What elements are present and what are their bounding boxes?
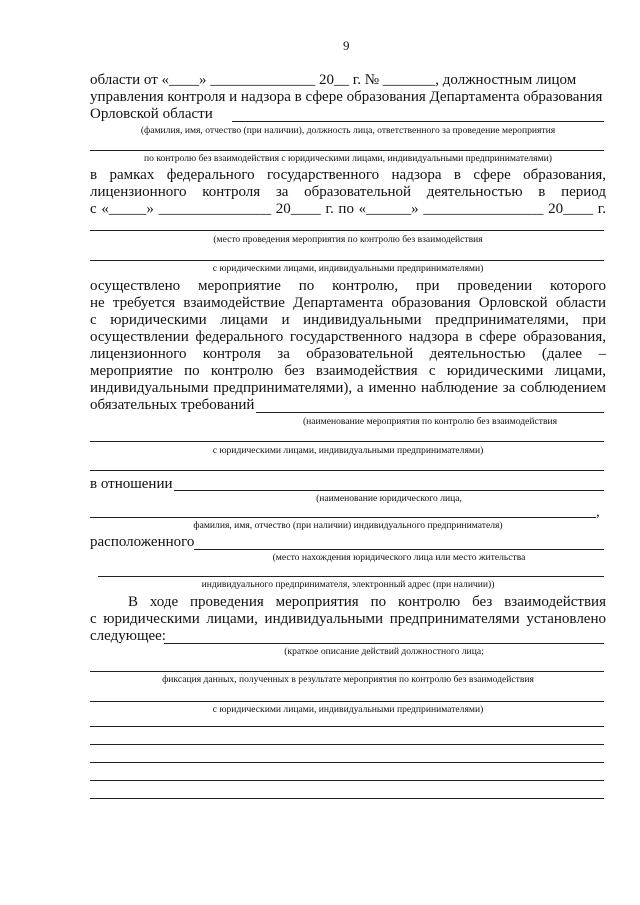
text-line-observation: индивидуальными предпринимателями), а именно наблюдение за соблюдением	[90, 380, 606, 396]
caption-official-name: (фамилия, имя, отчество (при наличии), должность лица, ответственного за проведение мероприятия	[140, 125, 556, 136]
caption-actions: (краткое описание действий должностного лица;	[284, 646, 484, 657]
blank-line-3	[90, 762, 604, 763]
blank-line-location	[194, 549, 604, 550]
text-segment: области от «____» ______________ 20__ г. № _______, должностным лицом	[90, 72, 577, 88]
blank-line-entrepreneur	[90, 517, 596, 518]
text-line-measure: мероприятие по контролю без взаимодействия с юридическими лицами,	[90, 363, 606, 379]
text-line-date-number	[90, 72, 606, 89]
text-line-federal: осуществлении федерального государственного надзора в сфере образования,	[90, 329, 606, 345]
caption-location-cont: индивидуального предпринимателя, электронный адрес (при наличии))	[201, 579, 495, 590]
blank-line-place	[90, 230, 604, 231]
comma: ,	[596, 504, 600, 520]
blank-line-1	[90, 726, 604, 727]
blank-line-measure-name	[256, 412, 604, 413]
blank-line-official-2	[90, 150, 604, 151]
text-line-carried-out: осуществлено мероприятие по контролю, при проведении которого	[90, 278, 606, 294]
caption-measure-name: (наименование мероприятия по контролю без взаимодействия	[302, 416, 558, 427]
text-line-requirements: обязательных требований	[90, 397, 255, 413]
text-line-located: расположенного	[90, 534, 195, 550]
blank-line-location-2	[98, 576, 604, 577]
caption-data: фиксация данных, полученных в результате мероприятия по контролю без взаимодействия	[162, 674, 534, 685]
caption-place: (место проведения мероприятия по контролю без взаимодействия	[213, 234, 483, 245]
caption-legal-entity: (наименование юридического лица,	[316, 493, 462, 504]
caption-data-cont: с юридическими лицами, индивидуальными предпринимателями)	[212, 704, 484, 715]
blank-line-place-2	[90, 260, 604, 261]
blank-line-official	[232, 121, 604, 122]
blank-line-data-2	[90, 701, 604, 702]
text-line-department: управления контроля и надзора в сфере образования Департамента образования	[90, 89, 603, 105]
text-line-interaction: не требуется взаимодействие Департамента образования Орловской области	[90, 295, 606, 311]
blank-line-measure-name-2	[90, 441, 604, 442]
text-line-licensing: лицензионного контроля за образовательной деятельностью в период	[90, 184, 606, 200]
text-line-licensing-2: лицензионного контроля за образовательной деятельностью (далее –	[90, 346, 606, 362]
text-line-period: с «_____» _______________ 20____ г. по «______» ________________ 20____ г.	[90, 201, 606, 217]
text-line-region: Орловской области	[90, 106, 213, 122]
blank-line-actions	[164, 643, 604, 644]
text-line-regarding: в отношении	[90, 476, 173, 492]
page-number: 9	[343, 38, 350, 53]
text-line-supervision: в рамках федерального государственного надзора в сфере образования,	[90, 167, 606, 183]
caption-place-cont: с юридическими лицами, индивидуальными предпринимателями)	[212, 263, 484, 274]
caption-entrepreneur: фамилия, имя, отчество (при наличии) индивидуального предпринимателя)	[193, 520, 503, 531]
blank-line-data	[90, 671, 604, 672]
text-line-following: следующее:	[90, 628, 166, 644]
blank-line-extra	[90, 470, 604, 471]
blank-line-2	[90, 744, 604, 745]
text-line-legal-entities: с юридическими лицами и индивидуальными предпринимателями, при	[90, 312, 606, 328]
text-line-established: с юридическими лицами, индивидуальными предпринимателями установлено	[90, 611, 606, 627]
text-line-findings: В ходе проведения мероприятия по контролю без взаимодействия	[128, 594, 606, 610]
caption-location: (место нахождения юридического лица или место жительства	[272, 552, 526, 563]
caption-official-name-cont: по контролю без взаимодействия с юридическими лицами, индивидуальными предпринимателями)	[144, 153, 552, 164]
blank-line-4	[90, 780, 604, 781]
caption-measure-name-cont: с юридическими лицами, индивидуальными предпринимателями)	[212, 445, 484, 456]
blank-line-legal-entity	[174, 490, 604, 491]
blank-line-5	[90, 798, 604, 799]
